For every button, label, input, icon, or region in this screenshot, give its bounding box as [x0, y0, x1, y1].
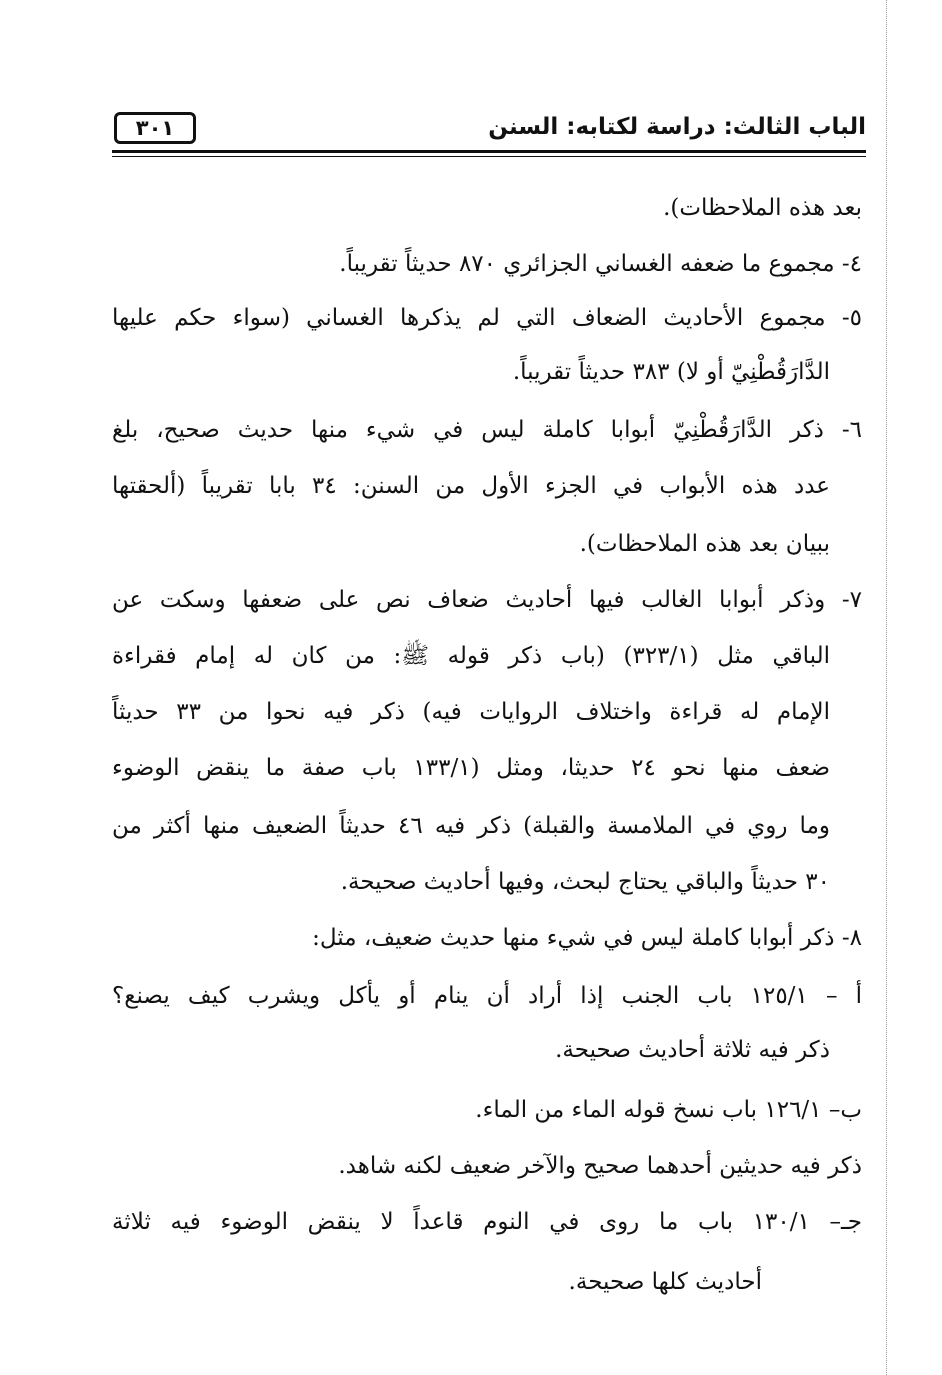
- text-line: ب– ١٢٦/١ باب نسخ قوله الماء من الماء.: [475, 1097, 862, 1123]
- header-rule-thin: [112, 156, 866, 157]
- text-line: ببيان بعد هذه الملاحظات).: [579, 531, 830, 557]
- chapter-title: الباب الثالث: دراسة لكتابه: السنن: [488, 114, 866, 140]
- text-line: ذكر فيه ثلاثة أحاديث صحيحة.: [555, 1037, 830, 1063]
- text-line: ذكر فيه حديثين أحدهما صحيح والآخر ضعيف لكنه شاهد.: [338, 1153, 862, 1179]
- text-line: أحاديث كلها صحيحة.: [568, 1269, 762, 1295]
- text-line: ٦- ذكر الدَّارَقُطْنِيّ أبوابا كاملة ليس في شيء منها حديث صحيح، بلغ: [112, 417, 862, 443]
- header-rule-thick: [112, 150, 866, 153]
- text-line: جـ– ١٣٠/١ باب ما روى في النوم قاعداً لا ينقض الوضوء فيه ثلاثة: [112, 1209, 862, 1235]
- text-line: الإمام له قراءة واختلاف الروايات فيه) ذكر فيه نحوا من ٣٣ حديثاً: [112, 699, 830, 725]
- text-line: وما روي في الملامسة والقبلة) ذكر فيه ٤٦ حديثاً الضعيف منها أكثر من: [112, 813, 830, 839]
- text-line: عدد هذه الأبواب في الجزء الأول من السنن: ٣٤ بابا تقريباً (ألحقتها: [112, 473, 830, 499]
- text-line: ضعف منها نحو ٢٤ حديثا، ومثل (١٣٣/١ باب صفة ما ينقض الوضوء: [112, 755, 830, 781]
- page-number: ٣٠١: [114, 112, 196, 144]
- text-line: بعد هذه الملاحظات).: [663, 195, 862, 221]
- scan-edge-dotted-line: [886, 0, 887, 1375]
- text-line: الدَّارَقُطْنِيّ أو لا) ٣٨٣ حديثاً تقريباً.: [512, 359, 830, 385]
- text-line: ٤- مجموع ما ضعفه الغساني الجزائري ٨٧٠ حديثاً تقريباً.: [339, 251, 862, 277]
- text-line: ٧- وذكر أبوابا الغالب فيها أحاديث ضعاف نص على ضعفها وسكت عن: [112, 587, 862, 613]
- text-line: ٨- ذكر أبوابا كاملة ليس في شيء منها حديث ضعيف، مثل:: [312, 925, 862, 951]
- running-header: [112, 112, 866, 154]
- text-line: الباقي مثل (٣٢٣/١) (باب ذكر قوله ﷺ: من كان له إمام فقراءة: [112, 643, 830, 669]
- text-line: ٥- مجموع الأحاديث الضعاف التي لم يذكرها الغساني (سواء حكم عليها: [112, 305, 862, 331]
- text-line: أ – ١٢٥/١ باب الجنب إذا أراد أن ينام أو يأكل ويشرب كيف يصنع؟: [112, 983, 862, 1009]
- text-line: ٣٠ حديثاً والباقي يحتاج لبحث، وفيها أحاديث صحيحة.: [340, 869, 830, 895]
